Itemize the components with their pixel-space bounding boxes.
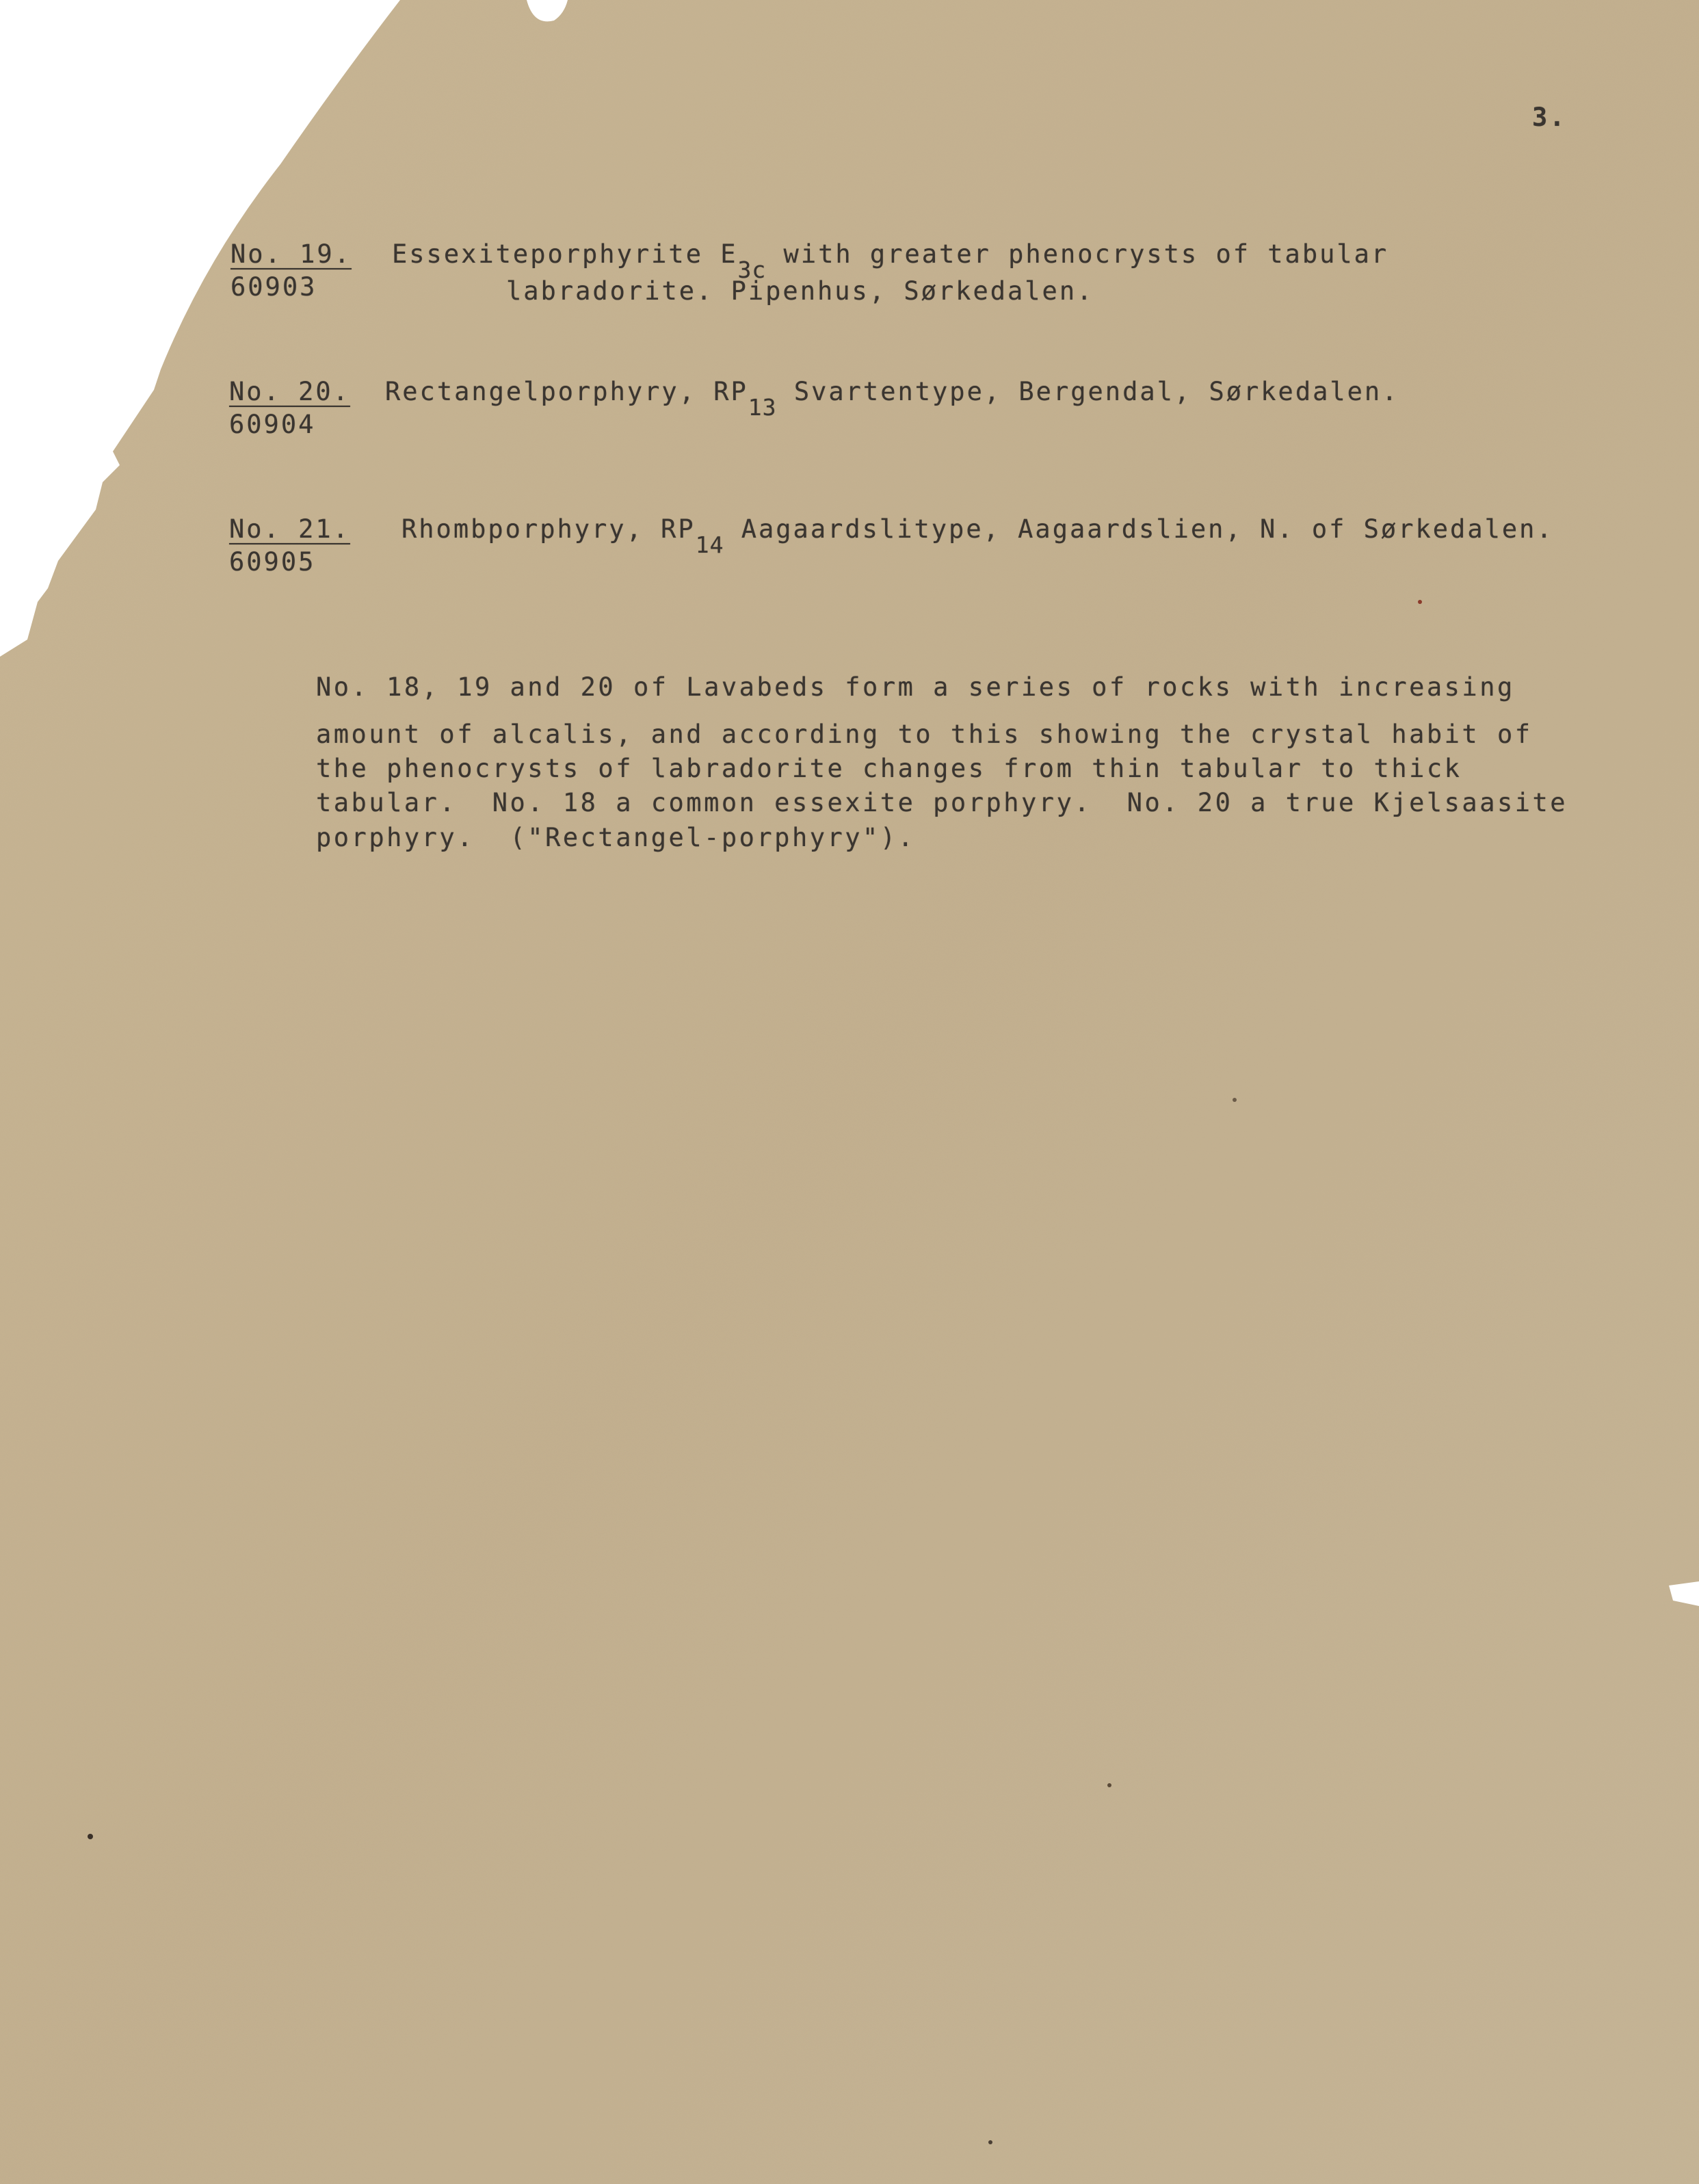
desc-pre: Essexiteporphyrite E xyxy=(392,239,738,269)
ink-speck xyxy=(1418,600,1422,604)
entry-description xyxy=(385,377,1399,421)
paragraph-line: porphyry. ("Rectangel-porphyry"). xyxy=(316,823,916,852)
paragraph-line: amount of alcalis, and according to this showing the crystal habit of xyxy=(316,720,1533,749)
ink-speck xyxy=(1107,1783,1111,1787)
paragraph-line: the phenocrysts of labradorite changes from thin tabular to thick xyxy=(316,754,1462,783)
desc-post: with greater phenocrysts of tabular xyxy=(766,239,1389,269)
entry-number: No. 19. xyxy=(231,239,352,269)
desc-pre: Rhombporphyry, RP xyxy=(401,514,696,544)
paragraph-line: No. 18, 19 and 20 of Lavabeds form a series of rocks with increasing xyxy=(316,672,1515,702)
desc-post: Aagaardslitype, Aagaardslien, N. of Sørkedalen. xyxy=(724,514,1554,544)
entry-description-line1 xyxy=(392,239,1389,283)
desc-subscript: 13 xyxy=(748,394,777,421)
desc-post: Svartentype, Bergendal, Sørkedalen. xyxy=(776,377,1399,406)
entry-description xyxy=(401,514,1554,558)
entry-description-line2: labradorite. Pipenhus, Sørkedalen. xyxy=(506,276,1094,306)
paragraph-line: tabular. No. 18 a common essexite porphyry. No. 20 a true Kjelsaasite xyxy=(316,788,1568,817)
catalog-number: 60903 xyxy=(231,272,317,302)
ink-speck xyxy=(988,2140,992,2144)
ink-speck xyxy=(88,1834,93,1839)
desc-subscript: 3c xyxy=(737,256,767,283)
ink-speck xyxy=(1233,1098,1237,1102)
desc-subscript: 14 xyxy=(695,531,724,558)
page-number: 3. xyxy=(1532,103,1567,132)
catalog-number: 60905 xyxy=(229,547,316,577)
catalog-number: 60904 xyxy=(229,410,316,439)
entry-number: No. 20. xyxy=(229,377,350,406)
entry-number: No. 21. xyxy=(229,514,350,544)
desc-pre: Rectangelporphyry, RP xyxy=(385,377,748,406)
